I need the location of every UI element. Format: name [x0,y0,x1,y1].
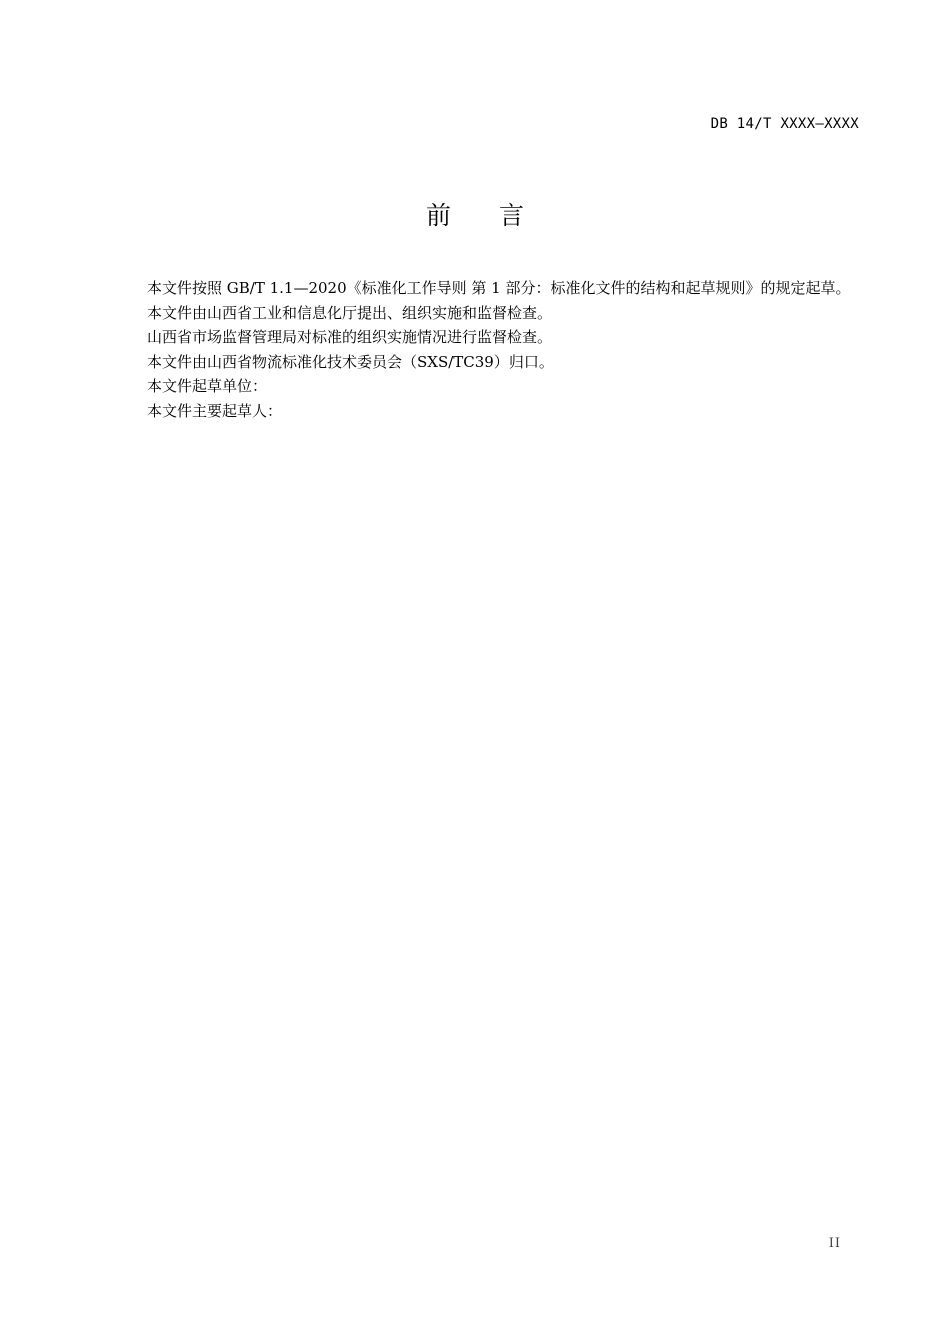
foreword-body [115,276,860,423]
paragraph-committee: 本文件由山西省物流标准化技术委员会（SXS/TC39）归口。 [147,352,554,371]
paragraph-proposer: 本文件由山西省工业和信息化厅提出、组织实施和监督检查。 [147,303,553,322]
paragraph-drafters: 本文件主要起草人： [147,401,283,420]
document-code: DB 14/T XXXX—XXXX [710,116,859,132]
page-number: II [828,1236,841,1251]
page-title: 前言 [425,201,572,230]
paragraph-drafting-units: 本文件起草单位： [147,377,268,395]
paragraph-drafting-rules: 本文件按照 GB/T 1.1—2020《标准化工作导则 第 1 部分：标准化文件的结构和起草规则》的规定起草。 [147,279,851,297]
paragraph-supervision: 山西省市场监督管理局对标准的组织实施情况进行监督检查。 [147,328,553,346]
